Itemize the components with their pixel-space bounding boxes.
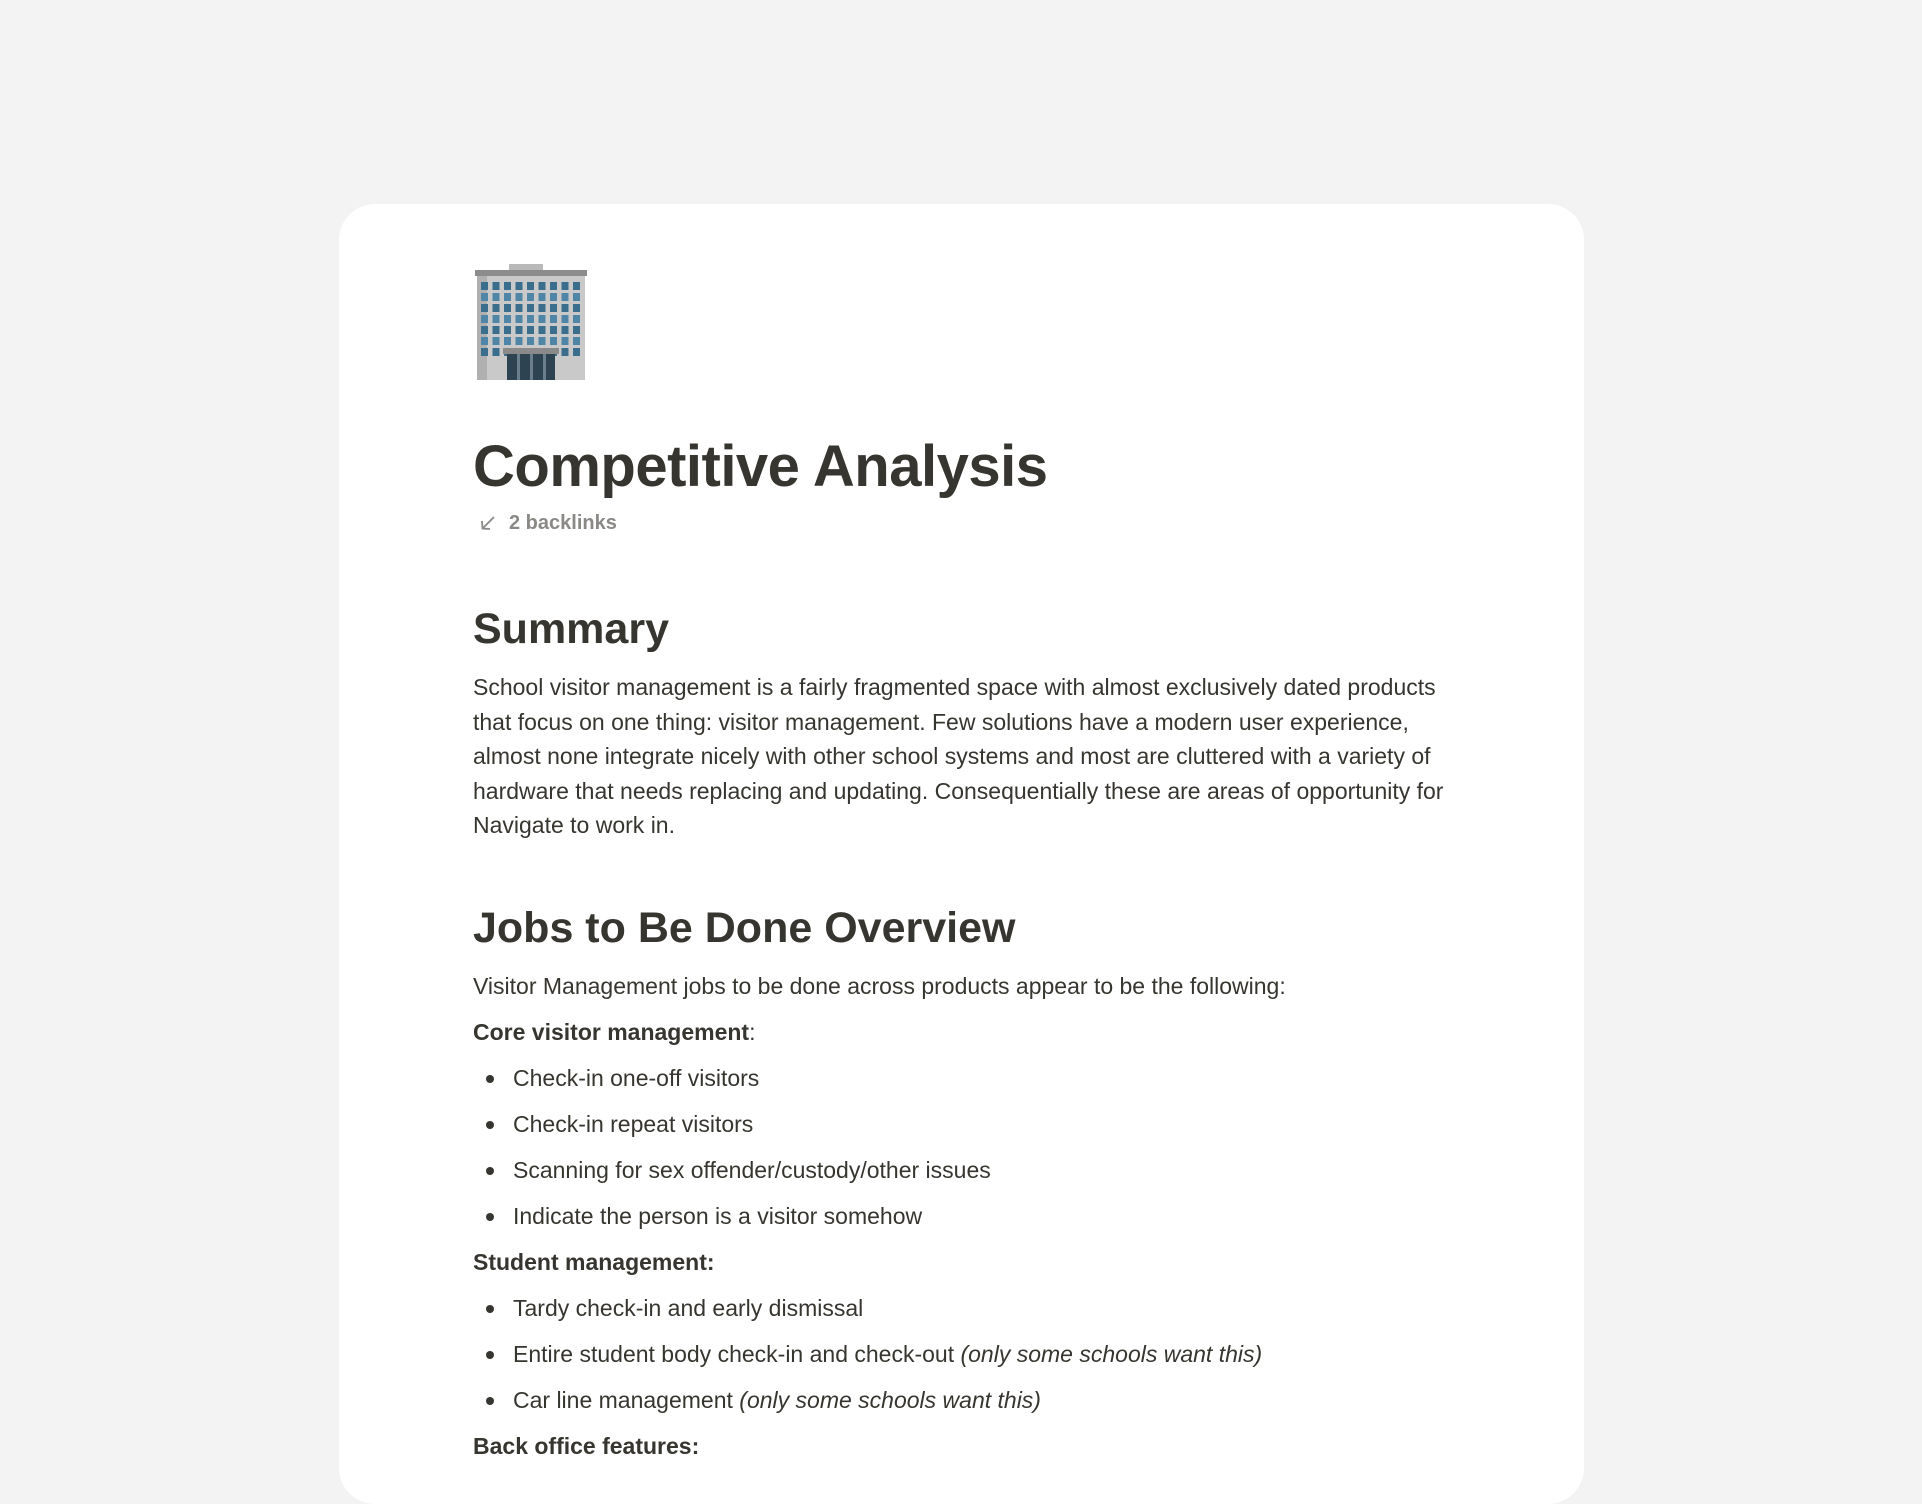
core-visitor-list bbox=[473, 1061, 1473, 1233]
group-label-student bbox=[473, 1245, 1473, 1279]
list-item-text: Indicate the person is a visitor somehow bbox=[513, 1203, 923, 1229]
backlinks-link[interactable] bbox=[473, 508, 1473, 538]
list-item-text: Scanning for sex offender/custody/other issues bbox=[513, 1157, 991, 1183]
summary-paragraph: School visitor management is a fairly fragmented space with almost exclusively dated products that focus on one thing: visitor management. Few solutions have a modern user experience, almost none integrate nicely with other school systems and most are cluttered with a variety of hardware that needs replacing and updating. Consequentially these are areas of opportunity for Navigate to work in. bbox=[473, 674, 1444, 838]
bullet bbox=[486, 1075, 494, 1083]
list-item-text: Tardy check-in and early dismissal bbox=[513, 1295, 864, 1321]
office-building-icon[interactable] bbox=[473, 264, 589, 380]
list-item bbox=[473, 1061, 1473, 1095]
list-item-text: Entire student body check-in and check-out bbox=[513, 1341, 961, 1367]
list-item-note: (only some schools want this) bbox=[960, 1341, 1263, 1367]
jobs-intro-paragraph: Visitor Management jobs to be done across products appear to be the following: bbox=[473, 972, 1286, 999]
list-item-note: (only some schools want this) bbox=[739, 1387, 1041, 1413]
list-item bbox=[473, 1291, 1473, 1325]
bullet bbox=[486, 1305, 494, 1313]
arrow-down-left-icon bbox=[479, 514, 497, 532]
list-item-text: Check-in one-off visitors bbox=[513, 1065, 760, 1091]
list-item bbox=[473, 1107, 1473, 1141]
page-content bbox=[473, 264, 1473, 1463]
group-label-core-suffix: : bbox=[749, 1019, 756, 1045]
list-item bbox=[473, 1337, 1473, 1371]
group-label-core bbox=[473, 1015, 1473, 1049]
summary-heading: Summary bbox=[473, 605, 669, 653]
list-item-text: Car line management bbox=[513, 1387, 740, 1413]
list-item-text: Check-in repeat visitors bbox=[513, 1111, 754, 1137]
bullet bbox=[486, 1351, 494, 1359]
group-label-back-office bbox=[473, 1429, 1473, 1463]
backlinks-label: 2 backlinks bbox=[509, 511, 617, 534]
bullet bbox=[486, 1121, 494, 1129]
list-item bbox=[473, 1153, 1473, 1187]
group-label-back-office-bold: Back office features: bbox=[473, 1433, 700, 1459]
group-label-core-bold: Core visitor management bbox=[473, 1019, 750, 1045]
bullet bbox=[486, 1397, 494, 1405]
list-item bbox=[473, 1383, 1473, 1417]
group-label-student-bold: Student management: bbox=[473, 1249, 715, 1275]
jobs-heading: Jobs to Be Done Overview bbox=[473, 903, 1016, 952]
page-card bbox=[339, 204, 1584, 1504]
student-management-list bbox=[473, 1291, 1473, 1417]
list-item bbox=[473, 1199, 1473, 1233]
page-title: Competitive Analysis bbox=[473, 434, 1048, 499]
bullet bbox=[486, 1213, 494, 1221]
bullet bbox=[486, 1167, 494, 1175]
